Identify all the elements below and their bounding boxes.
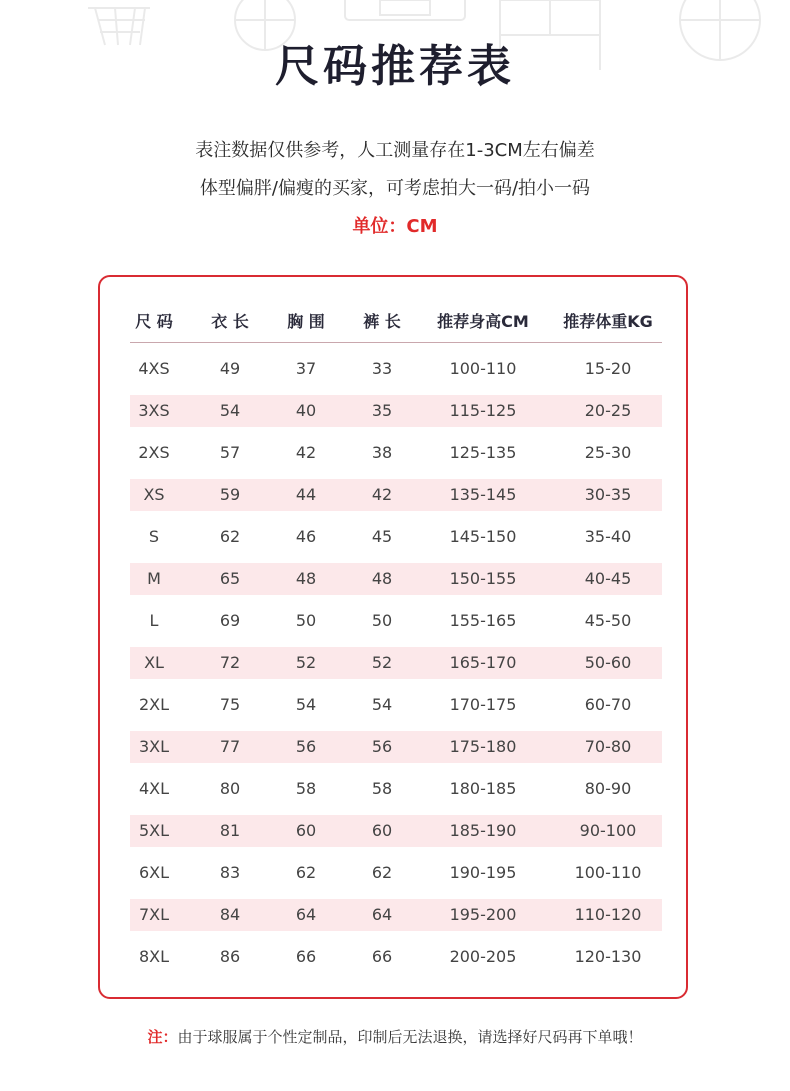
cell-pants-length: 52 xyxy=(371,653,393,672)
cell-length: 69 xyxy=(219,611,241,630)
cell-weight: 15-20 xyxy=(584,359,632,378)
cell-length: 84 xyxy=(219,905,241,924)
header-length: 衣 长 xyxy=(211,312,249,331)
cell-chest: 58 xyxy=(295,779,317,798)
cell-size: 8XL xyxy=(138,947,170,966)
cell-size: 3XS xyxy=(138,401,170,420)
header-chest: 胸 围 xyxy=(287,312,325,331)
cell-weight: 100-110 xyxy=(574,863,642,882)
header-size: 尺 码 xyxy=(135,312,173,331)
unit-label: 单位：CM xyxy=(352,216,438,237)
cell-weight: 35-40 xyxy=(584,527,632,546)
page-title: 尺码推荐表 xyxy=(275,41,515,92)
cell-weight: 20-25 xyxy=(584,401,632,420)
cell-pants-length: 66 xyxy=(371,947,393,966)
table-row xyxy=(130,899,662,931)
cell-pants-length: 58 xyxy=(371,779,393,798)
cell-size: 4XS xyxy=(138,359,170,378)
cell-pants-length: 56 xyxy=(371,737,393,756)
table-row xyxy=(130,479,662,511)
footer-text: 由于球服属于个性定制品，印制后无法退换，请选择好尺码再下单哦！ xyxy=(177,1028,643,1046)
cell-weight: 25-30 xyxy=(584,443,632,462)
cell-pants-length: 64 xyxy=(371,905,393,924)
cell-height: 125-135 xyxy=(449,443,517,462)
cell-weight: 70-80 xyxy=(584,737,632,756)
header-pants-length: 裤 长 xyxy=(363,312,401,331)
table-row xyxy=(130,605,662,637)
cell-weight: 90-100 xyxy=(579,821,637,840)
cell-height: 150-155 xyxy=(449,569,517,588)
cell-length: 57 xyxy=(219,443,241,462)
cell-length: 77 xyxy=(219,737,241,756)
cell-height: 115-125 xyxy=(449,401,517,420)
cell-height: 145-150 xyxy=(449,527,517,546)
cell-pants-length: 33 xyxy=(371,359,393,378)
cell-chest: 54 xyxy=(295,695,317,714)
cell-length: 62 xyxy=(219,527,241,546)
table-header-row xyxy=(130,302,662,343)
cell-pants-length: 54 xyxy=(371,695,393,714)
cell-pants-length: 48 xyxy=(371,569,393,588)
cell-chest: 64 xyxy=(295,905,317,924)
note-line: 体型偏胖/偏瘦的买家，可考虑拍大一码/拍小一码 xyxy=(199,178,591,199)
cell-chest: 48 xyxy=(295,569,317,588)
cell-length: 75 xyxy=(219,695,241,714)
cell-chest: 66 xyxy=(295,947,317,966)
cell-height: 175-180 xyxy=(449,737,517,756)
cell-pants-length: 35 xyxy=(371,401,393,420)
cell-chest: 60 xyxy=(295,821,317,840)
cell-size: XS xyxy=(143,485,165,504)
footer-label: 注： xyxy=(147,1028,178,1046)
cell-weight: 45-50 xyxy=(584,611,632,630)
cell-weight: 110-120 xyxy=(574,905,642,924)
table-row xyxy=(130,941,662,973)
cell-chest: 46 xyxy=(295,527,317,546)
cell-pants-length: 62 xyxy=(371,863,393,882)
cell-length: 80 xyxy=(219,779,241,798)
cell-height: 165-170 xyxy=(449,653,517,672)
cell-pants-length: 42 xyxy=(371,485,393,504)
cell-height: 170-175 xyxy=(449,695,517,714)
cell-size: S xyxy=(148,527,160,546)
cell-height: 200-205 xyxy=(449,947,517,966)
cell-chest: 40 xyxy=(295,401,317,420)
size-table xyxy=(98,275,688,999)
cell-pants-length: 50 xyxy=(371,611,393,630)
table-row xyxy=(130,689,662,721)
table-row xyxy=(130,563,662,595)
cell-size: 5XL xyxy=(138,821,170,840)
cell-length: 83 xyxy=(219,863,241,882)
table-row xyxy=(130,857,662,889)
cell-size: 2XL xyxy=(138,695,170,714)
cell-chest: 62 xyxy=(295,863,317,882)
table-row xyxy=(130,731,662,763)
cell-chest: 56 xyxy=(295,737,317,756)
cell-length: 81 xyxy=(219,821,241,840)
cell-chest: 37 xyxy=(295,359,317,378)
cell-weight: 40-45 xyxy=(584,569,632,588)
cell-size: 6XL xyxy=(138,863,170,882)
table-row xyxy=(130,521,662,553)
cell-size: 7XL xyxy=(138,905,170,924)
cell-size: M xyxy=(147,569,161,588)
cell-size: XL xyxy=(144,653,164,672)
table-row xyxy=(130,395,662,427)
cell-size: L xyxy=(149,611,159,630)
table-row xyxy=(130,815,662,847)
cell-length: 49 xyxy=(219,359,241,378)
cell-chest: 50 xyxy=(295,611,317,630)
backboard-icon xyxy=(345,0,465,20)
table-row xyxy=(130,437,662,469)
cell-pants-length: 45 xyxy=(371,527,393,546)
header-weight: 推荐体重KG xyxy=(563,312,653,331)
cell-weight: 30-35 xyxy=(584,485,632,504)
cell-length: 86 xyxy=(219,947,241,966)
cell-chest: 42 xyxy=(295,443,317,462)
cell-pants-length: 60 xyxy=(371,821,393,840)
cell-chest: 44 xyxy=(295,485,317,504)
cell-length: 65 xyxy=(219,569,241,588)
cell-height: 195-200 xyxy=(449,905,517,924)
cell-size: 3XL xyxy=(138,737,170,756)
cell-height: 180-185 xyxy=(449,779,517,798)
cell-weight: 80-90 xyxy=(584,779,632,798)
footer-note xyxy=(0,1026,790,1047)
table-row xyxy=(130,647,662,679)
cell-height: 185-190 xyxy=(449,821,517,840)
cell-size: 2XS xyxy=(138,443,170,462)
cell-length: 54 xyxy=(219,401,241,420)
table-body xyxy=(130,353,662,983)
notes-section xyxy=(0,132,790,246)
cell-length: 59 xyxy=(219,485,241,504)
cell-height: 100-110 xyxy=(449,359,517,378)
cell-height: 155-165 xyxy=(449,611,517,630)
cell-height: 135-145 xyxy=(449,485,517,504)
note-line: 表注数据仅供参考，人工测量存在1-3CM左右偏差 xyxy=(195,140,595,161)
cell-weight: 60-70 xyxy=(584,695,632,714)
cell-weight: 120-130 xyxy=(574,947,642,966)
table-row xyxy=(130,353,662,385)
header-height: 推荐身高CM xyxy=(437,312,529,331)
cell-pants-length: 38 xyxy=(371,443,393,462)
cell-height: 190-195 xyxy=(449,863,517,882)
table-row xyxy=(130,773,662,805)
cell-length: 72 xyxy=(219,653,241,672)
cell-size: 4XL xyxy=(138,779,170,798)
cell-chest: 52 xyxy=(295,653,317,672)
cell-weight: 50-60 xyxy=(584,653,632,672)
